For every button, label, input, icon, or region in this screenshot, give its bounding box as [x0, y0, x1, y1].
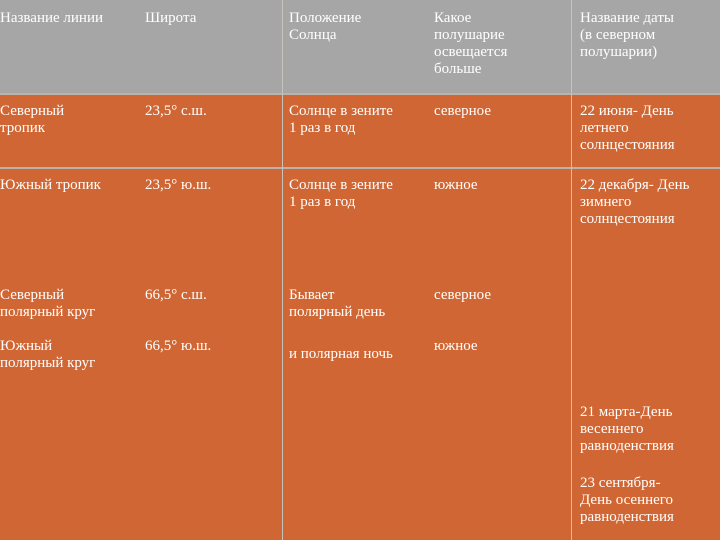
cell-line-name: Северный тропик — [0, 103, 65, 136]
cell-hemisphere: южное — [434, 177, 478, 193]
cell-sun-position: Бывает полярный день — [289, 287, 386, 320]
row-divider — [0, 93, 720, 95]
column-divider — [571, 0, 572, 540]
column-divider — [282, 0, 283, 540]
cell-latitude: 23,5° с.ш. — [145, 103, 207, 119]
cell-hemisphere: северное — [434, 103, 492, 119]
cell-date-name: 22 июня- День летнего солнцестояния — [580, 103, 675, 153]
row-divider — [0, 167, 720, 169]
cell-sun-position: Солнце в зените 1 раз в год — [289, 103, 393, 136]
cell-line-name: Северный полярный круг — [0, 287, 96, 320]
cell-hemisphere: южное — [434, 338, 478, 354]
cell-date-equinox-autumn: 23 сентября- День осеннего равноденствия — [580, 475, 674, 525]
header-date-name: Название даты (в северном полушарии) — [580, 10, 674, 60]
cell-line-name: Южный тропик — [0, 177, 101, 193]
cell-sun-position: и полярная ночь — [289, 346, 393, 362]
cell-date-equinox-spring: 21 марта-День весеннего равноденствия — [580, 404, 674, 454]
cell-date-name: 22 декабря- День зимнего солнцестояния — [580, 177, 690, 227]
header-sun-position: Положение Солнца — [289, 10, 362, 43]
cell-latitude: 66,5° с.ш. — [145, 287, 207, 303]
cell-hemisphere: северное — [434, 287, 492, 303]
cell-sun-position: Солнце в зените 1 раз в год — [289, 177, 393, 210]
header-line-name: Название линии — [0, 10, 104, 26]
cell-latitude: 66,5° ю.ш. — [145, 338, 212, 354]
cell-line-name: Южный полярный круг — [0, 338, 96, 371]
header-latitude: Широта — [145, 10, 197, 26]
cell-latitude: 23,5° ю.ш. — [145, 177, 212, 193]
header-hemisphere: Какое полушарие освещается больше — [434, 10, 508, 77]
